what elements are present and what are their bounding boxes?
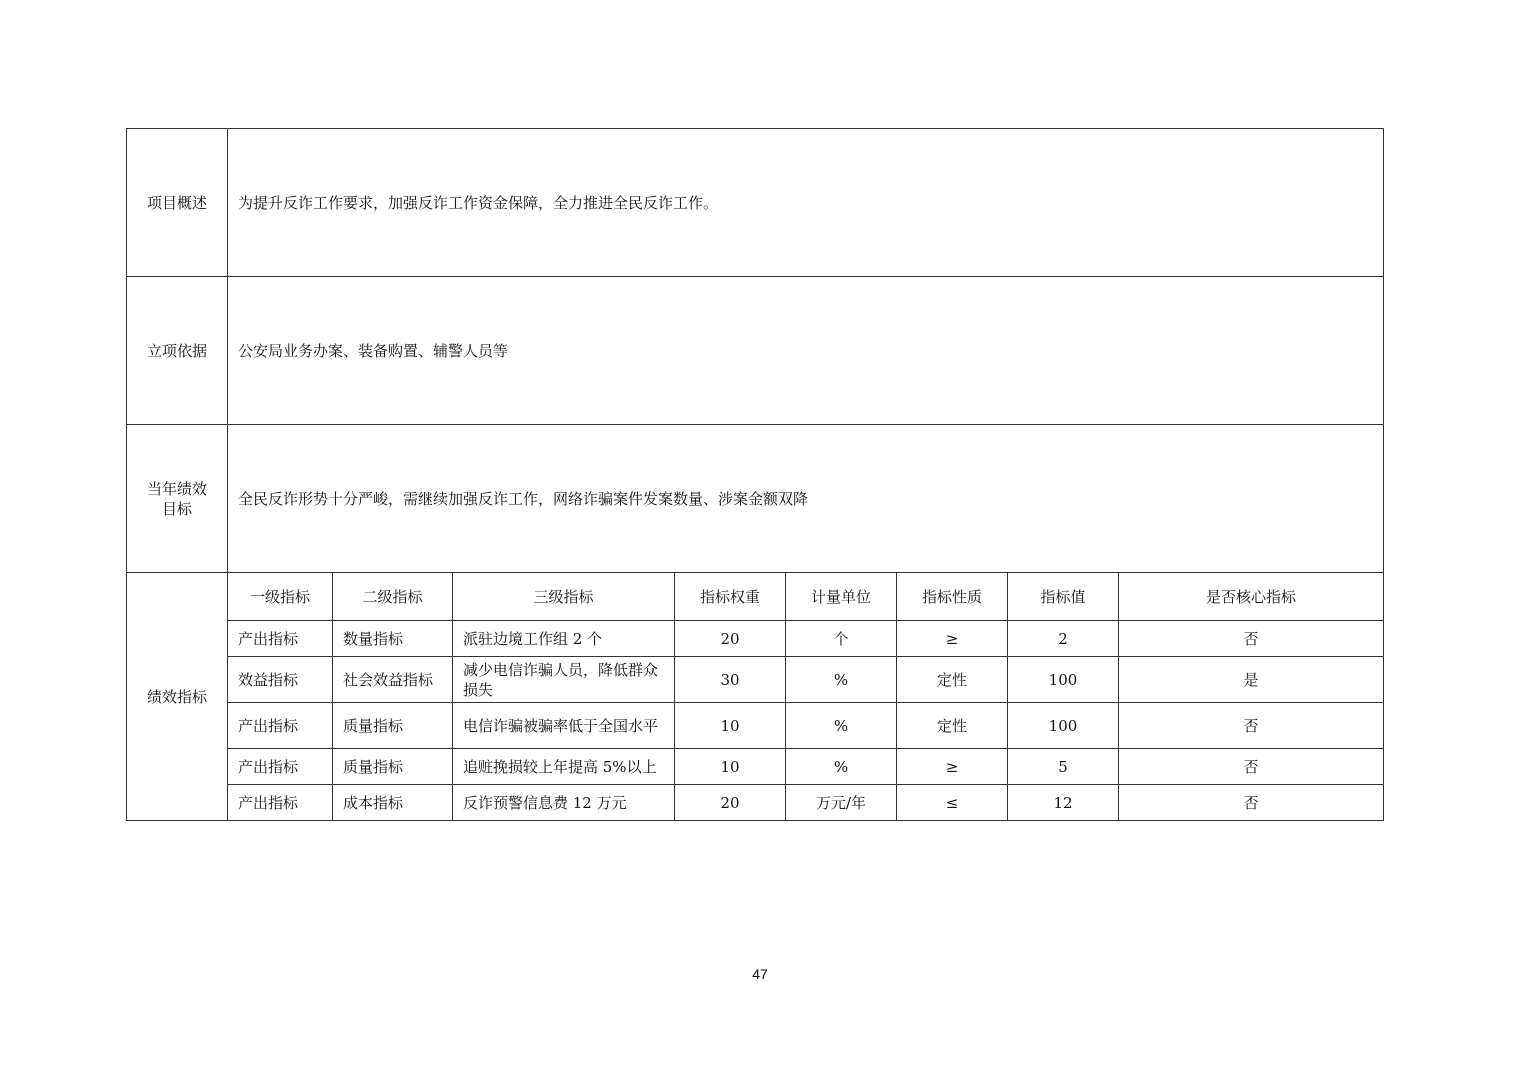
cell-core: 否 xyxy=(1119,703,1384,749)
goal-content: 全民反诈形势十分严峻，需继续加强反诈工作，网络诈骗案件发案数量、涉案金额双降 xyxy=(228,425,1384,573)
basis-content: 公安局业务办案、装备购置、辅警人员等 xyxy=(228,277,1384,425)
cell-core: 否 xyxy=(1119,785,1384,821)
cell-level2: 成本指标 xyxy=(333,785,453,821)
cell-weight: 10 xyxy=(675,749,786,785)
cell-level1: 产出指标 xyxy=(228,703,333,749)
cell-weight: 20 xyxy=(675,785,786,821)
cell-nature: ≥ xyxy=(897,621,1008,657)
header-level3: 三级指标 xyxy=(453,573,675,621)
cell-unit: % xyxy=(786,657,897,703)
cell-value: 5 xyxy=(1008,749,1119,785)
cell-core: 否 xyxy=(1119,621,1384,657)
cell-level2: 质量指标 xyxy=(333,749,453,785)
overview-content: 为提升反诈工作要求，加强反诈工作资金保障，全力推进全民反诈工作。 xyxy=(228,129,1384,277)
goal-label xyxy=(127,425,228,573)
header-value: 指标值 xyxy=(1008,573,1119,621)
cell-unit: 万元/年 xyxy=(786,785,897,821)
indicator-header-row xyxy=(127,573,1384,621)
overview-row xyxy=(127,129,1384,277)
indicators-label: 绩效指标 xyxy=(127,573,228,821)
header-unit: 计量单位 xyxy=(786,573,897,621)
cell-nature: 定性 xyxy=(897,657,1008,703)
table-row xyxy=(127,703,1384,749)
cell-unit: % xyxy=(786,749,897,785)
cell-level3: 减少电信诈骗人员，降低群众损失 xyxy=(453,657,675,703)
cell-value: 100 xyxy=(1008,703,1119,749)
table-row xyxy=(127,657,1384,703)
cell-value: 100 xyxy=(1008,657,1119,703)
header-weight: 指标权重 xyxy=(675,573,786,621)
basis-label: 立项依据 xyxy=(127,277,228,425)
cell-level3: 电信诈骗被骗率低于全国水平 xyxy=(453,703,675,749)
cell-level2: 数量指标 xyxy=(333,621,453,657)
header-level2: 二级指标 xyxy=(333,573,453,621)
cell-level2: 质量指标 xyxy=(333,703,453,749)
table-row xyxy=(127,749,1384,785)
cell-level2: 社会效益指标 xyxy=(333,657,453,703)
cell-weight: 20 xyxy=(675,621,786,657)
table-row xyxy=(127,621,1384,657)
cell-core: 是 xyxy=(1119,657,1384,703)
header-core: 是否核心指标 xyxy=(1119,573,1384,621)
basis-row xyxy=(127,277,1384,425)
cell-nature: ≥ xyxy=(897,749,1008,785)
cell-weight: 30 xyxy=(675,657,786,703)
cell-level1: 产出指标 xyxy=(228,621,333,657)
header-level1: 一级指标 xyxy=(228,573,333,621)
cell-level3: 反诈预警信息费 12 万元 xyxy=(453,785,675,821)
cell-unit: % xyxy=(786,703,897,749)
cell-value: 2 xyxy=(1008,621,1119,657)
cell-level1: 产出指标 xyxy=(228,785,333,821)
cell-nature: ≤ xyxy=(897,785,1008,821)
goal-row xyxy=(127,425,1384,573)
cell-level1: 产出指标 xyxy=(228,749,333,785)
header-nature: 指标性质 xyxy=(897,573,1008,621)
goal-label-line1: 当年绩效 xyxy=(146,479,207,498)
overview-label: 项目概述 xyxy=(127,129,228,277)
cell-level1: 效益指标 xyxy=(228,657,333,703)
table-row xyxy=(127,785,1384,821)
page-number: 47 xyxy=(752,966,768,982)
cell-weight: 10 xyxy=(675,703,786,749)
performance-table xyxy=(126,128,1384,821)
cell-level3: 派驻边境工作组 2 个 xyxy=(453,621,675,657)
cell-core: 否 xyxy=(1119,749,1384,785)
cell-value: 12 xyxy=(1008,785,1119,821)
goal-label-line2: 目标 xyxy=(161,499,192,518)
cell-nature: 定性 xyxy=(897,703,1008,749)
cell-unit: 个 xyxy=(786,621,897,657)
cell-level3: 追赃挽损较上年提高 5%以上 xyxy=(453,749,675,785)
